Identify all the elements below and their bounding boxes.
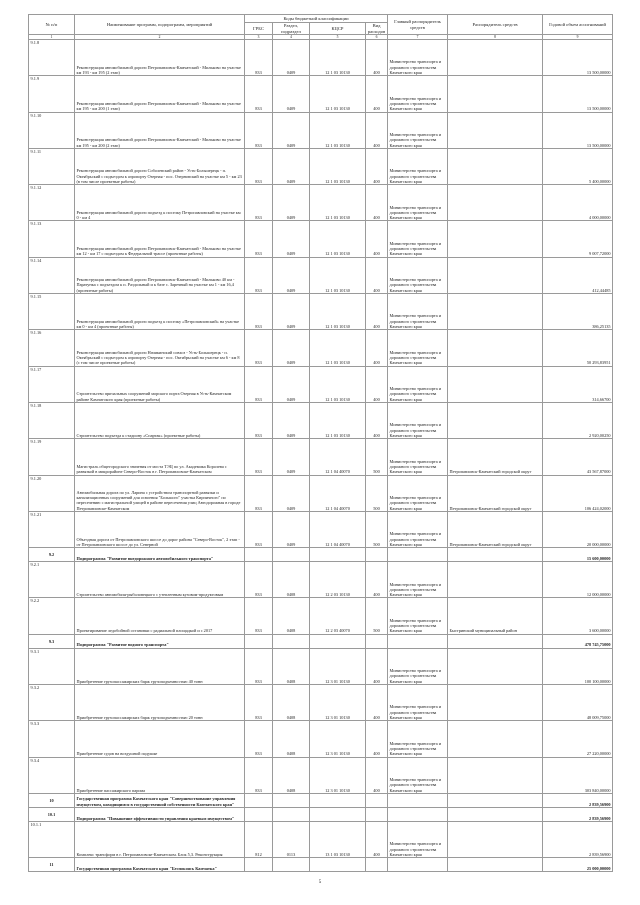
table-section-row (29, 548, 613, 562)
row-kcsr: 12 2 03 10130 (310, 562, 366, 598)
row-razdel (273, 858, 310, 872)
table-body (29, 40, 613, 872)
row-vr (366, 793, 388, 807)
row-admin: Министерство транспорта и дорожного строительства Камчатского края (388, 562, 448, 598)
table-row (29, 475, 613, 511)
row-number: 9.1.18 (29, 402, 75, 438)
table-section-row (29, 858, 613, 872)
row-number: 9.3.1 (29, 648, 75, 684)
row-grbs: 833 (245, 648, 273, 684)
row-name: Автомобильная дорога по ул. Ларина с устройством транспортной развязки и канализационных сооружений для освоения "Большого" участка Кирпичного" по пересечению с магистральной улицей в районе пересечения улиц Автодорожная в городе Петропавловске-Камчатском (75, 475, 245, 511)
row-razdel: 0409 (273, 366, 310, 402)
row-vr (366, 807, 388, 821)
table-row (29, 439, 613, 475)
row-volume: 12 000,00000 (543, 562, 613, 598)
row-vr (366, 548, 388, 562)
row-name: Реконструкция автомобильной дороги Петропавловск-Камчатский - Мильково на участке км 195 - км 200 (1 этап) (75, 76, 245, 112)
row-number: 9.3.3 (29, 721, 75, 757)
row-admin: Министерство транспорта и дорожного строительства Камчатского края (388, 475, 448, 511)
row-number: 9.1.21 (29, 511, 75, 547)
row-recipient (448, 807, 543, 821)
row-grbs: 833 (245, 330, 273, 366)
budget-table-container (28, 14, 612, 872)
row-vr: 400 (366, 821, 388, 857)
table-row (29, 112, 613, 148)
row-kcsr (310, 858, 366, 872)
row-admin: Министерство транспорта и дорожного строительства Камчатского края (388, 366, 448, 402)
row-number: 9.3.2 (29, 685, 75, 721)
row-name: Реконструкция автомобильной дороги Петропавловск-Камчатский - Мильково на участке км 195 - км 200 (2 этап) (75, 112, 245, 148)
row-grbs: 833 (245, 598, 273, 634)
row-vr: 400 (366, 757, 388, 793)
header-index: 3 (245, 35, 273, 40)
table-row (29, 294, 613, 330)
row-grbs: 833 (245, 40, 273, 76)
row-number: 9.1.13 (29, 221, 75, 257)
row-admin (388, 793, 448, 807)
row-number: 9.1.9 (29, 76, 75, 112)
row-kcsr: 12 1 04 40070 (310, 475, 366, 511)
row-recipient (448, 112, 543, 148)
row-number: 9.1.20 (29, 475, 75, 511)
row-admin: Министерство транспорта и дорожного строительства Камчатского края (388, 439, 448, 475)
row-razdel: 0408 (273, 648, 310, 684)
row-name: Проектирование ледобойной остановки с радиальной площадкой и с 2017 (75, 598, 245, 634)
header-razdel: Раздел, подраздел (273, 23, 310, 35)
row-admin: Министерство транспорта и дорожного строительства Камчатского края (388, 185, 448, 221)
row-admin (388, 807, 448, 821)
row-vr: 400 (366, 185, 388, 221)
row-recipient (448, 793, 543, 807)
header-index: 6 (366, 35, 388, 40)
row-grbs: 833 (245, 76, 273, 112)
table-row (29, 648, 613, 684)
row-name: Строительство причальных сооружений морского порта Озерная в Усть-Камчатском районе Камчатского края (проектные работы) (75, 366, 245, 402)
row-razdel: 0409 (273, 185, 310, 221)
table-section-row (29, 807, 613, 821)
row-name: Подпрограмма "Повышение эффективности управления краевым имуществом" (75, 807, 245, 821)
row-vr: 500 (366, 439, 388, 475)
row-razdel: 0408 (273, 721, 310, 757)
header-index: 1 (29, 35, 75, 40)
header-num: № п/п (29, 15, 75, 35)
row-vr: 400 (366, 562, 388, 598)
table-header (29, 15, 613, 40)
row-volume: 13 500,00000 (543, 112, 613, 148)
row-admin (388, 548, 448, 562)
row-vr: 400 (366, 330, 388, 366)
row-razdel: 0409 (273, 511, 310, 547)
row-vr: 400 (366, 648, 388, 684)
table-row (29, 185, 613, 221)
row-name: Реконструкция автомобильной дороги Начикинский совхоз - Усть-Большерецк - п. Октябрьский с подъездом к аэропорту Озерная - пос. Октябрьский на участке км 6 - км 8 (с том числе проектные работы) (75, 330, 245, 366)
header-grbs: ГРБС (245, 23, 273, 35)
row-razdel (273, 807, 310, 821)
row-kcsr: 12 1 03 10130 (310, 76, 366, 112)
row-vr: 400 (366, 721, 388, 757)
row-grbs: 833 (245, 439, 273, 475)
row-kcsr: 12 1 03 10130 (310, 294, 366, 330)
row-grbs: 833 (245, 294, 273, 330)
row-grbs: 833 (245, 562, 273, 598)
row-recipient (448, 185, 543, 221)
row-volume: 100 100,00000 (543, 648, 613, 684)
table-row (29, 685, 613, 721)
header-vr: Вид расходов (366, 23, 388, 35)
row-kcsr: 12 1 03 10130 (310, 330, 366, 366)
table-row (29, 148, 613, 184)
budget-allocation-table (28, 14, 613, 872)
row-recipient (448, 76, 543, 112)
row-recipient (448, 562, 543, 598)
row-volume: 2 839,56900 (543, 807, 613, 821)
row-vr: 400 (366, 402, 388, 438)
row-kcsr (310, 634, 366, 648)
row-recipient (448, 821, 543, 857)
row-kcsr: 12 1 03 10130 (310, 112, 366, 148)
row-kcsr: 12 1 03 10130 (310, 366, 366, 402)
header-index: 4 (273, 35, 310, 40)
row-vr: 500 (366, 511, 388, 547)
row-razdel: 0113 (273, 821, 310, 857)
row-volume: 9 007,72000 (543, 221, 613, 257)
row-razdel: 0408 (273, 562, 310, 598)
row-grbs (245, 634, 273, 648)
row-razdel: 0409 (273, 76, 310, 112)
row-recipient (448, 685, 543, 721)
header-index: 8 (448, 35, 543, 40)
row-grbs: 833 (245, 757, 273, 793)
table-row (29, 330, 613, 366)
row-kcsr: 12 1 03 10130 (310, 148, 366, 184)
row-grbs (245, 807, 273, 821)
table-row (29, 40, 613, 76)
row-recipient (448, 257, 543, 293)
row-volume: 2 839,56900 (543, 793, 613, 807)
row-kcsr: 12 1 03 10130 (310, 257, 366, 293)
row-razdel: 0408 (273, 598, 310, 634)
row-recipient: Петропавловск-Камчатский городской округ (448, 511, 543, 547)
row-grbs: 833 (245, 221, 273, 257)
row-kcsr: 12 3 01 10130 (310, 721, 366, 757)
row-kcsr: 12 1 04 40070 (310, 511, 366, 547)
row-vr: 500 (366, 598, 388, 634)
row-name: Реконструкция автомобильной дороги подъезд к поселку «Петропавловский» на участке км 0 - км 4 (проектные работы) (75, 294, 245, 330)
row-name: Приобретение судов на воздушной подушке (75, 721, 245, 757)
row-number: 9.1.8 (29, 40, 75, 76)
row-recipient (448, 148, 543, 184)
row-vr: 400 (366, 257, 388, 293)
row-vr: 400 (366, 685, 388, 721)
header-index: 7 (388, 35, 448, 40)
row-razdel (273, 793, 310, 807)
row-razdel: 0409 (273, 40, 310, 76)
row-name: Реконструкция автомобильной дороги Петропавловск-Камчатский - Мильково на участке км 193 - км 195 (2 этап) (75, 40, 245, 76)
row-volume: 13 500,00000 (543, 76, 613, 112)
row-number: 9.3 (29, 634, 75, 648)
row-kcsr: 12 1 03 10130 (310, 402, 366, 438)
row-admin (388, 858, 448, 872)
row-volume: 27 220,00000 (543, 721, 613, 757)
row-name: Подпрограмма "Развитие водного транспорта" (75, 634, 245, 648)
row-name: Реконструкция автомобильной дороги подъезд к поселку Петропавловский на участке км 0 - км 4 (75, 185, 245, 221)
row-volume: 15 600,00000 (543, 548, 613, 562)
row-vr: 400 (366, 76, 388, 112)
row-grbs: 833 (245, 185, 273, 221)
row-admin: Министерство транспорта и дорожного строительства Камчатского края (388, 148, 448, 184)
row-admin: Министерство транспорта и дорожного строительства Камчатского края (388, 821, 448, 857)
row-name: Государственная программа Камчатского края "Беспокоясь Камчатка" (75, 858, 245, 872)
row-name: Приобретение грузопассажирских барж грузоподъемностью 40 тонн (75, 648, 245, 684)
row-volume: 412,44485 (543, 257, 613, 293)
row-number: 9.1.15 (29, 294, 75, 330)
row-grbs: 833 (245, 366, 273, 402)
row-volume: 50 293,83951 (543, 330, 613, 366)
table-section-row (29, 793, 613, 807)
row-grbs: 833 (245, 721, 273, 757)
row-name: Строительство автомобиля-рыболовецкого с утепленным кузовом-продуктовым (75, 562, 245, 598)
row-grbs: 833 (245, 402, 273, 438)
row-razdel (273, 548, 310, 562)
row-recipient (448, 721, 543, 757)
table-row (29, 721, 613, 757)
table-row (29, 221, 613, 257)
row-grbs: 833 (245, 685, 273, 721)
row-name: Магистраль общегородского значения от моста ТЭЦ по ул. Академика Королева с развязкой в микрорайоне Северо-Восток в г. Петропавловске-Камчатском (75, 439, 245, 475)
row-volume: 386,25135 (543, 294, 613, 330)
page-number: 5 (318, 880, 322, 885)
row-grbs (245, 793, 273, 807)
row-vr: 400 (366, 40, 388, 76)
row-name: Объездная дорога от Петропавловского шоссе до дорог района "Северо-Восток", 2 этап - от Петропавловского шоссе до ул. Северной (75, 511, 245, 547)
row-razdel: 0409 (273, 475, 310, 511)
table-row (29, 821, 613, 857)
row-name: Реконструкция автомобильной дороги Соболевский район - Усть-Большерецк - п. Октябрьский с подъездом к аэропорту Озерная - пос. Озерновский на участке км 5 - км 23 (в том числе проектные работы) (75, 148, 245, 184)
row-kcsr (310, 548, 366, 562)
row-kcsr: 12 1 03 10130 (310, 185, 366, 221)
row-kcsr: 12 3 01 10130 (310, 648, 366, 684)
row-volume: 43 567,87000 (543, 439, 613, 475)
row-recipient (448, 366, 543, 402)
table-section-row (29, 634, 613, 648)
row-grbs: 833 (245, 511, 273, 547)
row-admin: Министерство транспорта и дорожного строительства Камчатского края (388, 221, 448, 257)
row-volume: 2 839,56900 (543, 821, 613, 857)
row-name: Строительство подъезда к стадиону «Спартак» (проектные работы) (75, 402, 245, 438)
row-number: 9.1.14 (29, 257, 75, 293)
row-vr (366, 634, 388, 648)
row-razdel: 0409 (273, 439, 310, 475)
row-kcsr: 12 1 04 40070 (310, 439, 366, 475)
row-admin: Министерство транспорта и дорожного строительства Камчатского края (388, 685, 448, 721)
row-number: 9.1.10 (29, 112, 75, 148)
row-razdel: 0409 (273, 221, 310, 257)
row-number: 9.2.1 (29, 562, 75, 598)
header-volume: Годовой объем ассигнований (543, 15, 613, 35)
header-budget-codes: Коды бюджетной классификации (245, 15, 388, 23)
row-admin: Министерство транспорта и дорожного строительства Камчатского края (388, 257, 448, 293)
header-index: 2 (75, 35, 245, 40)
row-admin: Министерство транспорта и дорожного строительства Камчатского края (388, 757, 448, 793)
row-name: Реконструкция автомобильной дороги Петропавловск-Камчатский - Мильково 40 км - Паратунка с подъездом к п. Раздольный и к базе с. Заречный на участке км 1 - км 16,4 (проектные работы) (75, 257, 245, 293)
table-row (29, 402, 613, 438)
table-row (29, 598, 613, 634)
row-number: 9.1.12 (29, 185, 75, 221)
row-name: Приобретение грузопассажирских барж грузоподъемностью 20 тонн (75, 685, 245, 721)
row-recipient (448, 294, 543, 330)
row-volume: 3 600,00000 (543, 598, 613, 634)
row-volume: 478 745,75000 (543, 634, 613, 648)
row-number: 9.2.2 (29, 598, 75, 634)
header-kcsr: КЦСР (310, 23, 366, 35)
row-kcsr (310, 793, 366, 807)
row-razdel: 0409 (273, 148, 310, 184)
table-row (29, 366, 613, 402)
row-name: Реконструкция автомобильной дороги Петропавловск-Камчатский - Мильково на участке км 12 - км 17 с подъездом к Федеральной трассе (проектные работы) (75, 221, 245, 257)
row-name: Государственная программа Камчатского края "Совершенствование управления имуществом, находящимся в государственной собственности Камчатского края" (75, 793, 245, 807)
row-kcsr: 12 3 01 10130 (310, 757, 366, 793)
row-razdel: 0409 (273, 294, 310, 330)
table-row (29, 757, 613, 793)
row-razdel: 0408 (273, 757, 310, 793)
row-admin: Министерство транспорта и дорожного строительства Камчатского края (388, 330, 448, 366)
row-admin: Министерство транспорта и дорожного строительства Камчатского края (388, 402, 448, 438)
row-admin (388, 634, 448, 648)
row-volume: 5 400,00000 (543, 148, 613, 184)
header-recipient: Распорядитель средств (448, 15, 543, 35)
row-vr: 400 (366, 294, 388, 330)
row-kcsr: 13 1 03 10130 (310, 821, 366, 857)
row-volume: 314,66700 (543, 366, 613, 402)
row-vr: 400 (366, 112, 388, 148)
row-recipient: Петропавловск-Камчатский городской округ (448, 475, 543, 511)
row-volume: 48 009,75000 (543, 685, 613, 721)
row-razdel: 0409 (273, 257, 310, 293)
row-grbs: 833 (245, 148, 273, 184)
row-razdel: 0408 (273, 685, 310, 721)
row-vr (366, 858, 388, 872)
header-name: Наименование программ, подпрограмм, мероприятий (75, 15, 245, 35)
row-vr: 400 (366, 221, 388, 257)
header-index: 5 (310, 35, 366, 40)
row-grbs: 833 (245, 257, 273, 293)
row-number: 9.1.16 (29, 330, 75, 366)
row-razdel: 0409 (273, 402, 310, 438)
row-volume: 4 000,00000 (543, 185, 613, 221)
table-row (29, 511, 613, 547)
row-grbs: 833 (245, 112, 273, 148)
row-grbs (245, 858, 273, 872)
row-recipient (448, 221, 543, 257)
row-volume: 20 000,00000 (543, 511, 613, 547)
row-kcsr: 12 1 03 10130 (310, 40, 366, 76)
row-razdel: 0409 (273, 112, 310, 148)
row-number: 9.1.17 (29, 366, 75, 402)
row-recipient: Петропавловск-Камчатский городской округ (448, 439, 543, 475)
row-number: 10 (29, 793, 75, 807)
row-recipient (448, 40, 543, 76)
row-kcsr: 12 1 03 10130 (310, 221, 366, 257)
header-index: 9 (543, 35, 613, 40)
row-vr: 400 (366, 148, 388, 184)
row-volume: 303 840,00000 (543, 757, 613, 793)
row-volume: 106 424,02000 (543, 475, 613, 511)
table-row (29, 76, 613, 112)
row-recipient: Быстринский муниципальный район (448, 598, 543, 634)
header-admin: Главный распорядитель средств (388, 15, 448, 35)
row-kcsr: 12 2 03 40070 (310, 598, 366, 634)
row-razdel: 0409 (273, 330, 310, 366)
row-kcsr (310, 807, 366, 821)
row-volume: 2 920,00250 (543, 402, 613, 438)
row-name: Приобретение пассажирского парома (75, 757, 245, 793)
row-recipient (448, 330, 543, 366)
row-vr: 400 (366, 366, 388, 402)
row-name: Подпрограмма "Развитие внедорожного автомобильного транспорта" (75, 548, 245, 562)
row-recipient (448, 548, 543, 562)
row-admin: Министерство транспорта и дорожного строительства Камчатского края (388, 40, 448, 76)
table-row (29, 562, 613, 598)
row-razdel (273, 634, 310, 648)
row-grbs (245, 548, 273, 562)
row-admin: Министерство транспорта и дорожного строительства Камчатского края (388, 294, 448, 330)
row-volume: 13 500,00000 (543, 40, 613, 76)
row-number: 9.1.11 (29, 148, 75, 184)
row-vr: 500 (366, 475, 388, 511)
row-volume: 25 000,00000 (543, 858, 613, 872)
row-admin: Министерство транспорта и дорожного строительства Камчатского края (388, 598, 448, 634)
row-recipient (448, 757, 543, 793)
row-admin: Министерство транспорта и дорожного строительства Камчатского края (388, 76, 448, 112)
row-recipient (448, 858, 543, 872)
table-row (29, 257, 613, 293)
row-recipient (448, 634, 543, 648)
row-admin: Министерство транспорта и дорожного строительства Камчатского края (388, 721, 448, 757)
row-grbs: 812 (245, 821, 273, 857)
row-kcsr: 12 3 01 10130 (310, 685, 366, 721)
row-admin: Министерство транспорта и дорожного строительства Камчатского края (388, 648, 448, 684)
row-recipient (448, 648, 543, 684)
row-number: 11 (29, 858, 75, 872)
row-recipient (448, 402, 543, 438)
row-name: Комплекс трансформ в г. Петропавловске-Камчатском. Блок 5,3. Реконструкция (75, 821, 245, 857)
row-number: 10.1 (29, 807, 75, 821)
row-number: 9.1.19 (29, 439, 75, 475)
row-number: 10.1.1 (29, 821, 75, 857)
row-number: 9.3.4 (29, 757, 75, 793)
row-number: 9.2 (29, 548, 75, 562)
row-admin: Министерство транспорта и дорожного строительства Камчатского края (388, 112, 448, 148)
row-grbs: 833 (245, 475, 273, 511)
row-admin: Министерство транспорта и дорожного строительства Камчатского края (388, 511, 448, 547)
